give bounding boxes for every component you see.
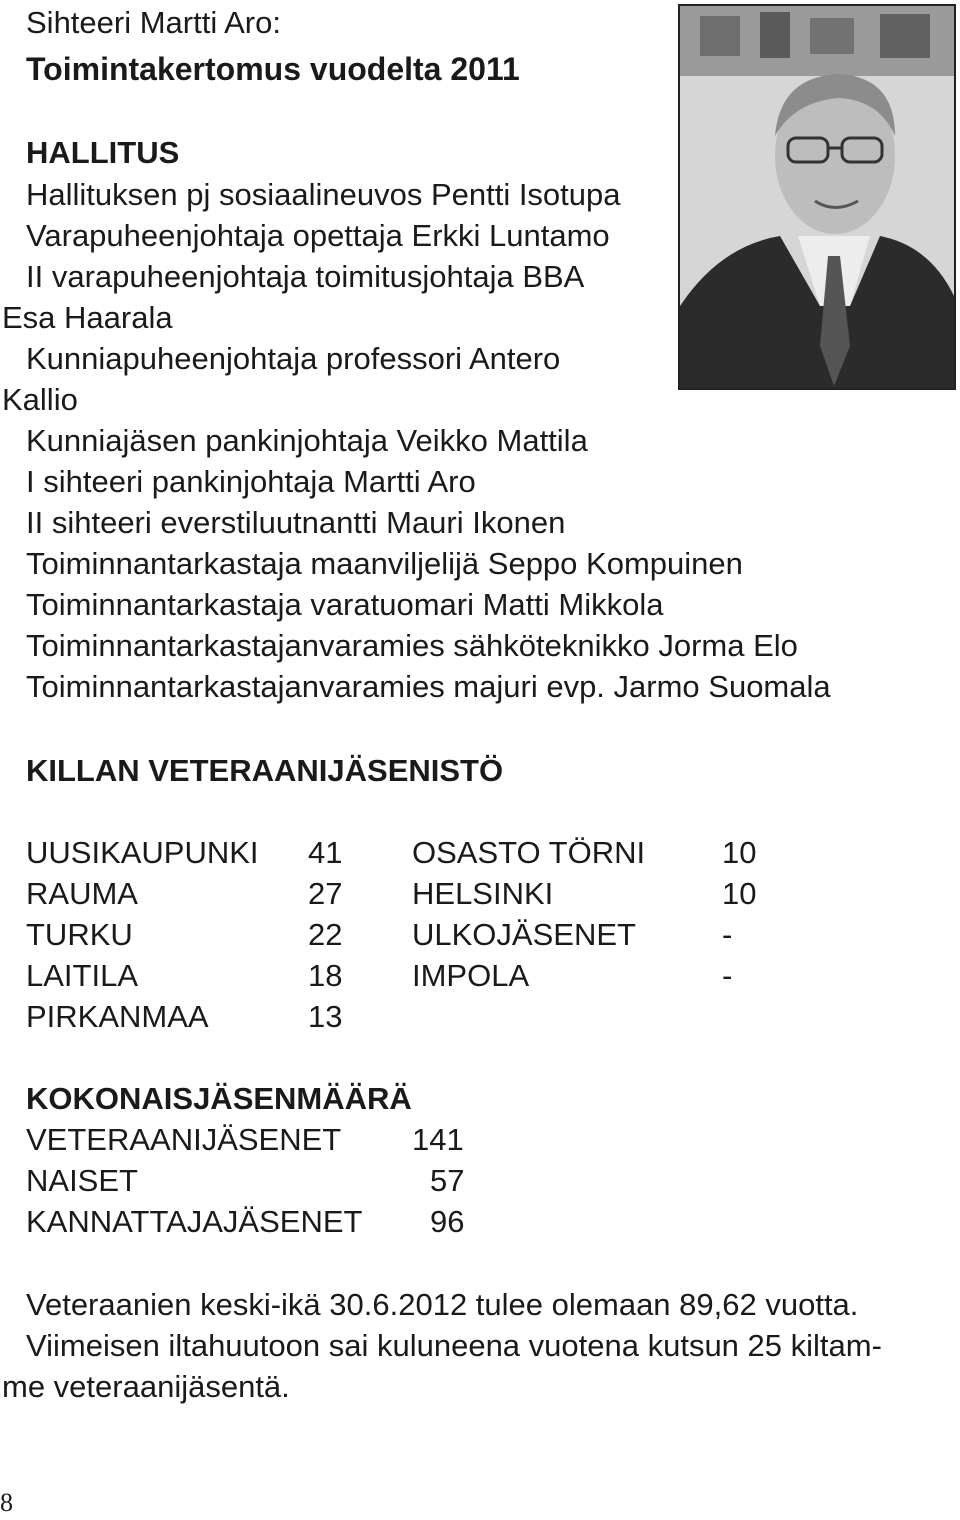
author-line: Sihteeri Martti Aro:: [26, 5, 281, 40]
branch-count: 27: [308, 876, 343, 911]
paragraph-line: Viimeisen iltahuutoon sai kuluneena vuotena kutsun 25 kiltam-: [26, 1328, 882, 1363]
branch-count: 10: [722, 876, 757, 911]
hallitus-line: Toiminnantarkastaja maanviljelijä Seppo Kompuinen: [26, 546, 743, 581]
member-count: 141: [412, 1122, 464, 1157]
branch-count: 22: [308, 917, 343, 952]
paragraph-line: me veteraanijäsentä.: [2, 1369, 290, 1404]
paragraph-line: Veteraanien keski-ikä 30.6.2012 tulee olemaan 89,62 vuotta.: [26, 1287, 859, 1322]
hallitus-line: I sihteeri pankinjohtaja Martti Aro: [26, 464, 476, 499]
branch-count: -: [722, 958, 733, 993]
branch-count: 41: [308, 835, 343, 870]
member-count: 96: [430, 1204, 465, 1239]
member-type: NAISET: [26, 1163, 138, 1198]
branch-name: RAUMA: [26, 876, 138, 911]
hallitus-line: Varapuheenjohtaja opettaja Erkki Luntamo: [26, 218, 610, 253]
portrait-illustration: [680, 6, 954, 388]
branch-name: IMPOLA: [412, 958, 530, 993]
hallitus-line: Toiminnantarkastaja varatuomari Matti Mikkola: [26, 587, 664, 622]
hallitus-line: Toiminnantarkastajanvaramies sähköteknikko Jorma Elo: [26, 628, 798, 663]
branch-name: HELSINKI: [412, 876, 554, 911]
kokonaisjasenmaara-heading: KOKONAISJÄSENMÄÄRÄ: [26, 1081, 412, 1116]
veteraanijasenisto-heading: KILLAN VETERAANIJÄSENISTÖ: [26, 753, 504, 788]
hallitus-line: Kunniapuheenjohtaja professori Antero: [26, 341, 561, 376]
hallitus-line: Esa Haarala: [2, 300, 173, 335]
branch-name: UUSIKAUPUNKI: [26, 835, 259, 870]
hallitus-line: Kallio: [2, 382, 78, 417]
branch-count: 13: [308, 999, 343, 1034]
hallitus-line: Toiminnantarkastajanvaramies majuri evp. Jarmo Suomala: [26, 669, 831, 704]
hallitus-heading: HALLITUS: [26, 135, 180, 170]
member-count: 57: [430, 1163, 465, 1198]
branch-name: TURKU: [26, 917, 133, 952]
hallitus-line: II varapuheenjohtaja toimitusjohtaja BBA: [26, 259, 585, 294]
hallitus-line: Hallituksen pj sosiaalineuvos Pentti Isotupa: [26, 177, 621, 212]
page-number: 8: [0, 1488, 13, 1517]
member-type: KANNATTAJAJÄSENET: [26, 1204, 363, 1239]
branch-name: LAITILA: [26, 958, 138, 993]
page-title: Toimintakertomus vuodelta 2011: [26, 51, 520, 87]
branch-name: PIRKANMAA: [26, 999, 209, 1034]
portrait-photo: [678, 4, 956, 390]
hallitus-line: II sihteeri everstiluutnantti Mauri Ikonen: [26, 505, 566, 540]
branch-count: 18: [308, 958, 343, 993]
branch-count: -: [722, 917, 733, 952]
branch-name: OSASTO TÖRNI: [412, 835, 646, 870]
member-type: VETERAANIJÄSENET: [26, 1122, 342, 1157]
branch-name: ULKOJÄSENET: [412, 917, 636, 952]
hallitus-line: Kunniajäsen pankinjohtaja Veikko Mattila: [26, 423, 588, 458]
branch-count: 10: [722, 835, 757, 870]
